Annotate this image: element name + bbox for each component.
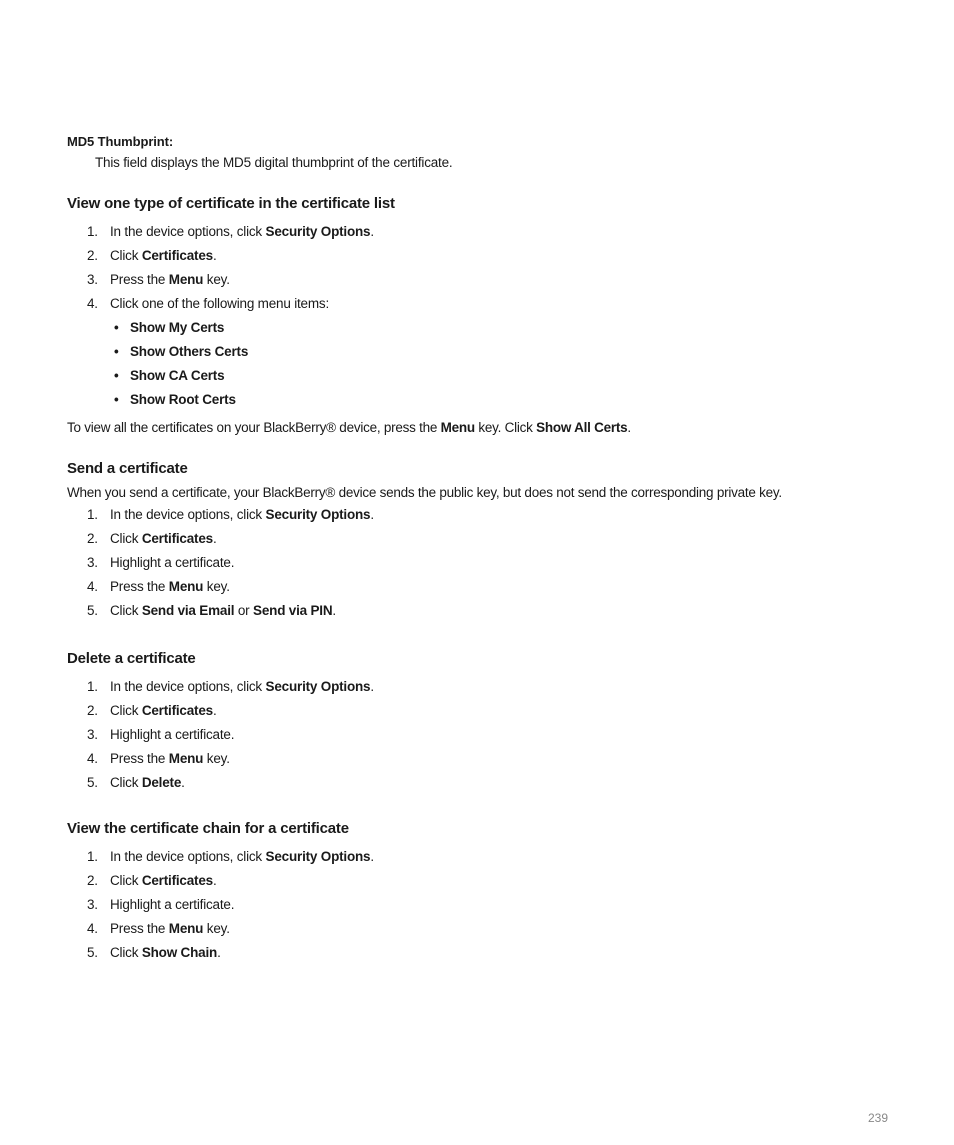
- step-item: 2. Click Certificates.: [87, 531, 217, 546]
- view-all-note: To view all the certificates on your BlackBerry® device, press the Menu key. Click Show All Certs.: [67, 420, 631, 435]
- md5-thumbprint-label: MD5 Thumbprint:: [67, 134, 174, 149]
- step-item: 5. Click Send via Email or Send via PIN.: [87, 603, 336, 618]
- section-send-certificate: [67, 459, 887, 623]
- step-item: 5. Click Show Chain.: [87, 945, 221, 960]
- steps-list: [67, 845, 887, 965]
- step-item: 4. Press the Menu key.: [87, 579, 230, 594]
- step-item: 4. Press the Menu key.: [87, 921, 230, 936]
- step-item: 2. Click Certificates.: [87, 873, 217, 888]
- step-item: 5. Click Delete.: [87, 775, 185, 790]
- section-view-one-type: [67, 194, 887, 438]
- step-item: 2. Click Certificates.: [87, 703, 217, 718]
- section-view-certificate-chain: [67, 819, 887, 965]
- step-item: 3. Highlight a certificate.: [87, 555, 235, 570]
- step-item: 4. Press the Menu key.: [87, 751, 230, 766]
- step-item: 1. In the device options, click Security Options.: [87, 849, 374, 864]
- menu-item-show-ca-certs: • Show CA Certs: [114, 368, 225, 383]
- section-heading: Delete a certificate: [67, 650, 196, 667]
- section-delete-certificate: [67, 649, 887, 795]
- step-item: 2. Click Certificates.: [87, 248, 217, 263]
- step-item: 3. Press the Menu key.: [87, 272, 230, 287]
- step-item: 3. Highlight a certificate.: [87, 727, 235, 742]
- step-item: 1. In the device options, click Security Options.: [87, 507, 374, 522]
- steps-list: [67, 503, 887, 623]
- step-item: 1. In the device options, click Security Options.: [87, 679, 374, 694]
- step-item: 4. Click one of the following menu items:: [87, 296, 330, 311]
- section-heading: Send a certificate: [67, 460, 188, 477]
- steps-list: [67, 220, 887, 316]
- page-number: 239: [868, 1111, 889, 1125]
- steps-list: [67, 675, 887, 795]
- menu-item-show-my-certs: • Show My Certs: [114, 320, 225, 335]
- md5-thumbprint-description: This field displays the MD5 digital thumbprint of the certificate.: [95, 155, 453, 170]
- section-heading: View one type of certificate in the certificate list: [67, 195, 395, 212]
- menu-item-show-root-certs: • Show Root Certs: [114, 392, 236, 407]
- menu-items-list: [67, 316, 887, 412]
- step-item: 3. Highlight a certificate.: [87, 897, 235, 912]
- menu-item-show-others-certs: • Show Others Certs: [114, 344, 249, 359]
- section-heading: View the certificate chain for a certificate: [67, 820, 349, 837]
- step-item: 1. In the device options, click Security Options.: [87, 224, 374, 239]
- section-intro: When you send a certificate, your BlackBerry® device sends the public key, but does not send the corresponding private key.: [67, 485, 782, 500]
